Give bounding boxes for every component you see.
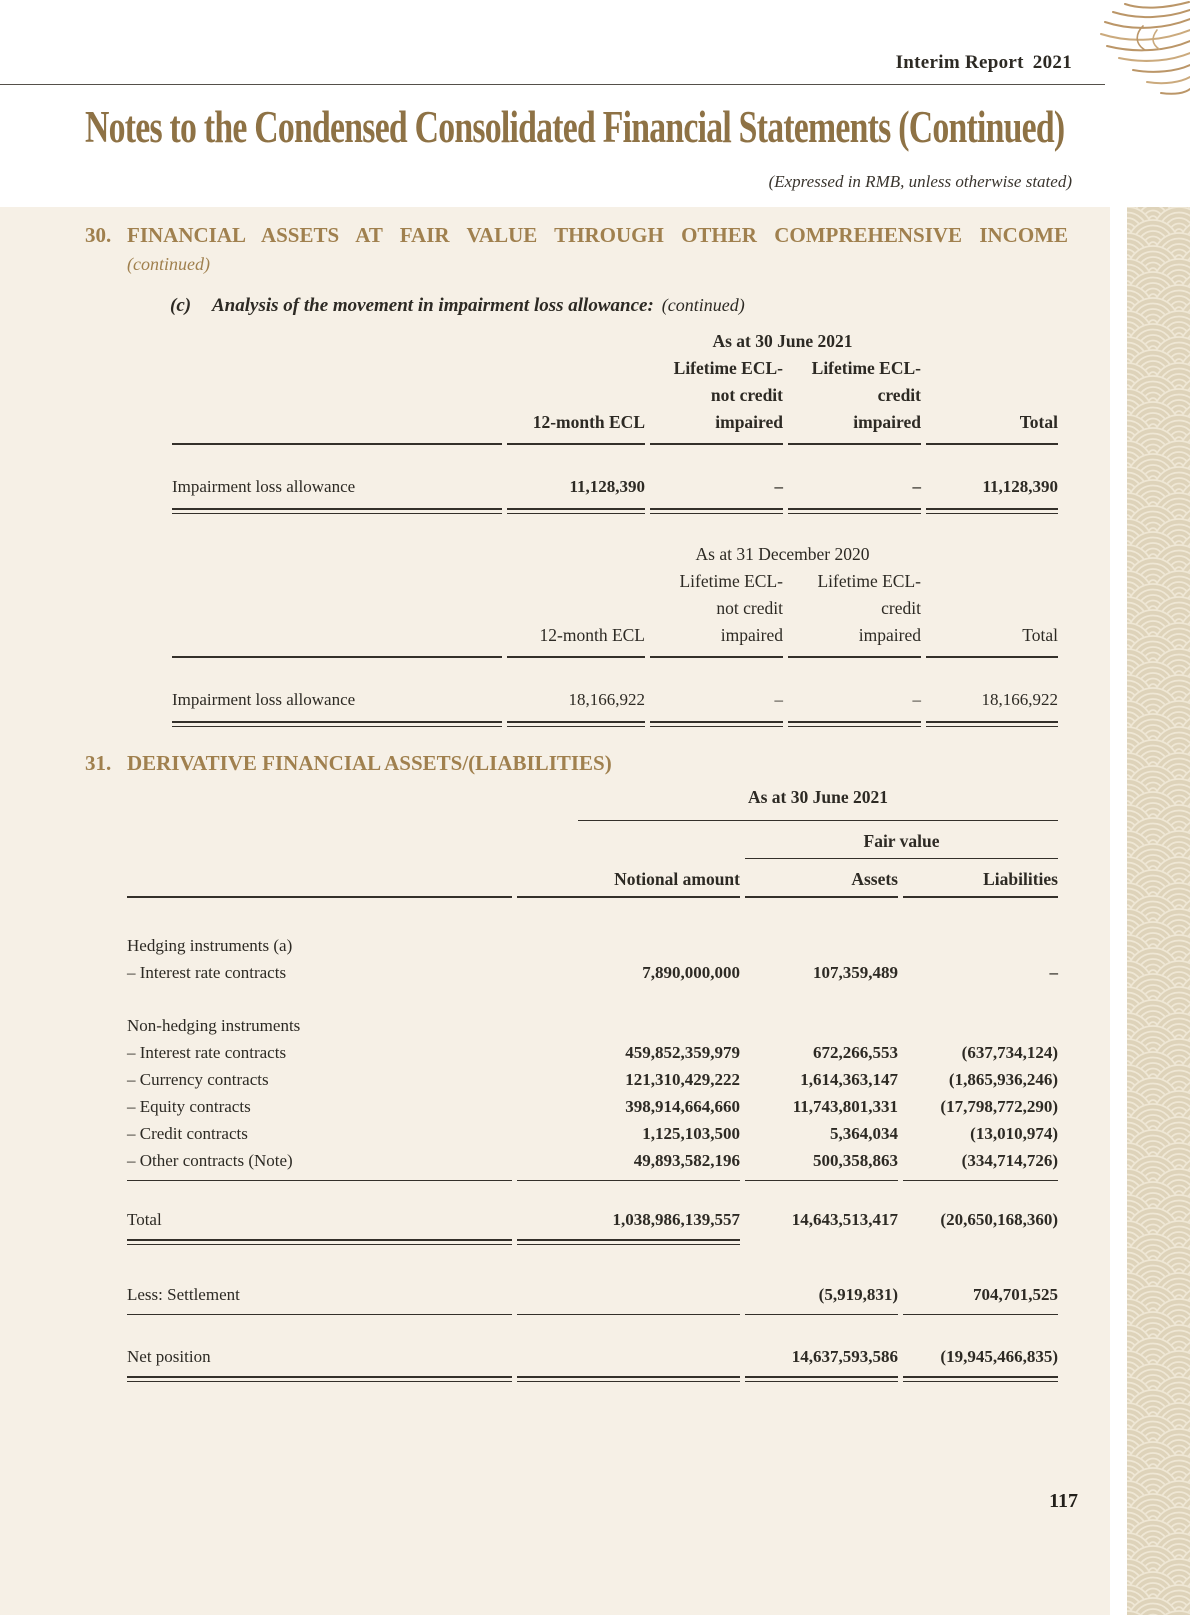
column-header: Lifetime ECL- not credit impaired — [650, 355, 783, 445]
rule-segment — [507, 508, 645, 514]
row-label: – Interest rate contracts — [127, 963, 287, 982]
table-row — [172, 445, 1058, 508]
rule-segment — [650, 721, 783, 727]
rule-segment — [650, 508, 783, 514]
rule-segment — [172, 721, 502, 727]
cell-value: 1,125,103,500 — [642, 1124, 740, 1143]
empty-cell — [127, 786, 512, 821]
empty-cell — [127, 821, 740, 859]
table-row — [127, 859, 1058, 898]
total-rule — [127, 1233, 1058, 1245]
settlement-row — [127, 1281, 1058, 1315]
impairment-table-december-2020 — [167, 544, 1063, 727]
cell-value: (334,714,726) — [961, 1151, 1058, 1170]
rule-segment — [926, 721, 1058, 727]
cell-value: 7,890,000,000 — [642, 963, 740, 982]
period-header-cell — [517, 786, 1058, 821]
empty-cell — [745, 1233, 898, 1245]
column-header: 12-month ECL — [507, 355, 645, 445]
table-bottom-rule — [172, 508, 1058, 514]
seigaiha-border-pattern — [1127, 207, 1190, 1615]
derivatives-table — [122, 786, 1063, 1382]
column-header: Assets — [745, 859, 898, 898]
cell-value: (17,798,772,290) — [940, 1097, 1058, 1116]
cell-value: 49,893,582,196 — [633, 1151, 740, 1170]
empty-cell — [172, 544, 502, 568]
report-edition-year: 2021 — [1032, 52, 1072, 73]
cell-value: 500,358,863 — [813, 1151, 898, 1170]
row-label: – Credit contracts — [127, 1124, 248, 1143]
spacer-row — [127, 1245, 1058, 1281]
table-row — [127, 932, 1058, 959]
rule-segment — [517, 1370, 740, 1382]
table-row — [127, 821, 1058, 859]
row-label: Net position — [127, 1347, 211, 1366]
rule-segment — [903, 1370, 1058, 1382]
cell-value: (5,919,831) — [745, 1281, 898, 1315]
cell-value: 11,128,390 — [569, 477, 645, 496]
table-row — [127, 959, 1058, 986]
cell-value — [903, 1012, 1058, 1039]
table-row — [127, 786, 1058, 821]
column-header: Notional amount — [517, 859, 740, 898]
column-header: Liabilities — [903, 859, 1058, 898]
cell-value: 107,359,489 — [813, 963, 898, 982]
row-label: Non-hedging instruments — [127, 1016, 301, 1035]
page-number: 117 — [1049, 1490, 1078, 1512]
cell-value: 704,701,525 — [903, 1281, 1058, 1315]
cell-value — [517, 1343, 740, 1370]
cell-value: 1,614,363,147 — [800, 1070, 898, 1089]
cell-value: 11,128,390 — [982, 477, 1058, 496]
table-row — [127, 1093, 1058, 1120]
empty-cell — [127, 859, 512, 898]
section-31-title: DERIVATIVE FINANCIAL ASSETS/(LIABILITIES) — [127, 751, 612, 775]
cell-value: (20,650,168,360) — [940, 1210, 1058, 1229]
rule-segment — [745, 1174, 898, 1182]
net-position-rule — [127, 1370, 1058, 1382]
row-label: Impairment loss allowance — [172, 477, 356, 496]
cell-value: 672,266,553 — [813, 1043, 898, 1062]
net-position-row — [127, 1343, 1058, 1370]
row-label: – Currency contracts — [127, 1070, 269, 1089]
cell-value: 18,166,922 — [981, 690, 1058, 709]
rule-segment — [172, 508, 502, 514]
cell-value: (1,865,936,246) — [948, 1070, 1058, 1089]
rule-segment — [788, 721, 921, 727]
cell-value: 18,166,922 — [568, 690, 645, 709]
spacer-row — [127, 898, 1058, 932]
report-edition — [896, 52, 1072, 74]
cell-value — [517, 932, 740, 959]
cell-value: – — [774, 690, 783, 709]
table-row — [172, 355, 1058, 445]
cell-value — [745, 932, 898, 959]
section-30c-heading — [170, 295, 1110, 317]
column-header: Total — [926, 355, 1058, 445]
row-label: – Other contracts (Note) — [127, 1151, 293, 1170]
row-label: Hedging instruments (a) — [127, 936, 293, 955]
column-header: Lifetime ECL- credit impaired — [788, 355, 921, 445]
empty-cell — [172, 355, 502, 445]
cell-value: – — [774, 477, 783, 496]
header-divider — [0, 84, 1105, 85]
column-header: Lifetime ECL- not credit impaired — [650, 568, 783, 658]
page-title: Notes to the Condensed Consolidated Financial Statements (Continued) — [85, 102, 1065, 152]
currency-note: (Expressed in RMB, unless otherwise stated) — [768, 172, 1072, 191]
fair-value-header-cell — [745, 821, 1058, 859]
column-header: Total — [926, 568, 1058, 658]
rule-segment — [507, 721, 645, 727]
total-row — [127, 1206, 1058, 1233]
cell-value: 398,914,664,660 — [625, 1097, 740, 1116]
table-row — [127, 1120, 1058, 1147]
rule-segment — [127, 1370, 512, 1382]
cell-value: 5,364,034 — [830, 1124, 898, 1143]
spacer-row — [127, 986, 1058, 1012]
impairment-table-june-2021 — [167, 331, 1063, 514]
section-30c-title: Analysis of the movement in impairment loss allowance: — [212, 295, 654, 316]
rule-segment — [517, 1233, 740, 1245]
table-row — [172, 331, 1058, 355]
row-label: Less: Settlement — [127, 1281, 512, 1315]
section-31-number: 31. — [85, 751, 112, 775]
section-30-number: 30. — [85, 223, 112, 247]
rule-segment — [517, 1174, 740, 1182]
row-label: – Interest rate contracts — [127, 1043, 287, 1062]
cell-value: (19,945,466,835) — [940, 1347, 1058, 1366]
table-rule — [127, 1174, 1058, 1182]
section-30c-continued: (continued) — [661, 295, 745, 315]
rule-segment — [903, 1174, 1058, 1182]
section-30-title: FINANCIAL ASSETS AT FAIR VALUE THROUGH OTHER COMPREHENSIVE INCOME — [127, 223, 1068, 247]
period-header: As at 30 June 2021 — [578, 786, 1058, 821]
report-edition-label: Interim Report — [895, 52, 1024, 73]
table-row — [127, 1066, 1058, 1093]
period-header: As at 30 June 2021 — [712, 331, 853, 351]
cell-value: (637,734,124) — [961, 1043, 1058, 1062]
cell-value — [517, 1281, 740, 1315]
column-header: 12-month ECL — [507, 568, 645, 658]
content-area — [0, 207, 1110, 1615]
spacer-row — [127, 1315, 1058, 1343]
cell-value: – — [912, 690, 921, 709]
empty-cell — [172, 568, 502, 658]
period-header: As at 31 December 2020 — [695, 544, 870, 564]
section-30c-label: (c) — [170, 295, 192, 316]
cell-value: 14,637,593,586 — [791, 1347, 898, 1366]
cell-value — [903, 932, 1058, 959]
rule-segment — [127, 1174, 512, 1182]
cell-value: 459,852,359,979 — [625, 1043, 740, 1062]
rule-segment — [745, 1370, 898, 1382]
cell-value: – — [912, 477, 921, 496]
table-row — [127, 1012, 1058, 1039]
cell-value — [517, 1012, 740, 1039]
table-row — [172, 658, 1058, 721]
fair-value-header: Fair value — [745, 821, 1058, 859]
section-30-continued: (continued) — [127, 254, 210, 274]
section-30-heading — [85, 223, 1110, 248]
table-row — [127, 1147, 1058, 1174]
empty-cell — [903, 1233, 1058, 1245]
cell-value: 1,038,986,139,557 — [612, 1210, 740, 1229]
spacer-row — [127, 1182, 1058, 1206]
row-label: Impairment loss allowance — [172, 690, 356, 709]
wave-ornament-icon — [1055, 0, 1190, 100]
cell-value — [745, 1012, 898, 1039]
cell-value: 121,310,429,222 — [625, 1070, 740, 1089]
table-bottom-rule — [172, 721, 1058, 727]
rule-segment — [926, 508, 1058, 514]
table-row — [172, 544, 1058, 568]
cell-value: – — [1049, 963, 1058, 982]
rule-segment — [127, 1233, 512, 1245]
cell-value: (13,010,974) — [970, 1124, 1058, 1143]
row-label: – Equity contracts — [127, 1097, 251, 1116]
column-header: Lifetime ECL- credit impaired — [788, 568, 921, 658]
rule-segment — [788, 508, 921, 514]
row-label: Total — [127, 1210, 162, 1229]
cell-value: 11,743,801,331 — [792, 1097, 898, 1116]
empty-cell — [172, 331, 502, 355]
cell-value: 14,643,513,417 — [791, 1210, 898, 1229]
table-row — [127, 1039, 1058, 1066]
section-31-heading — [85, 751, 1110, 776]
table-row — [172, 568, 1058, 658]
